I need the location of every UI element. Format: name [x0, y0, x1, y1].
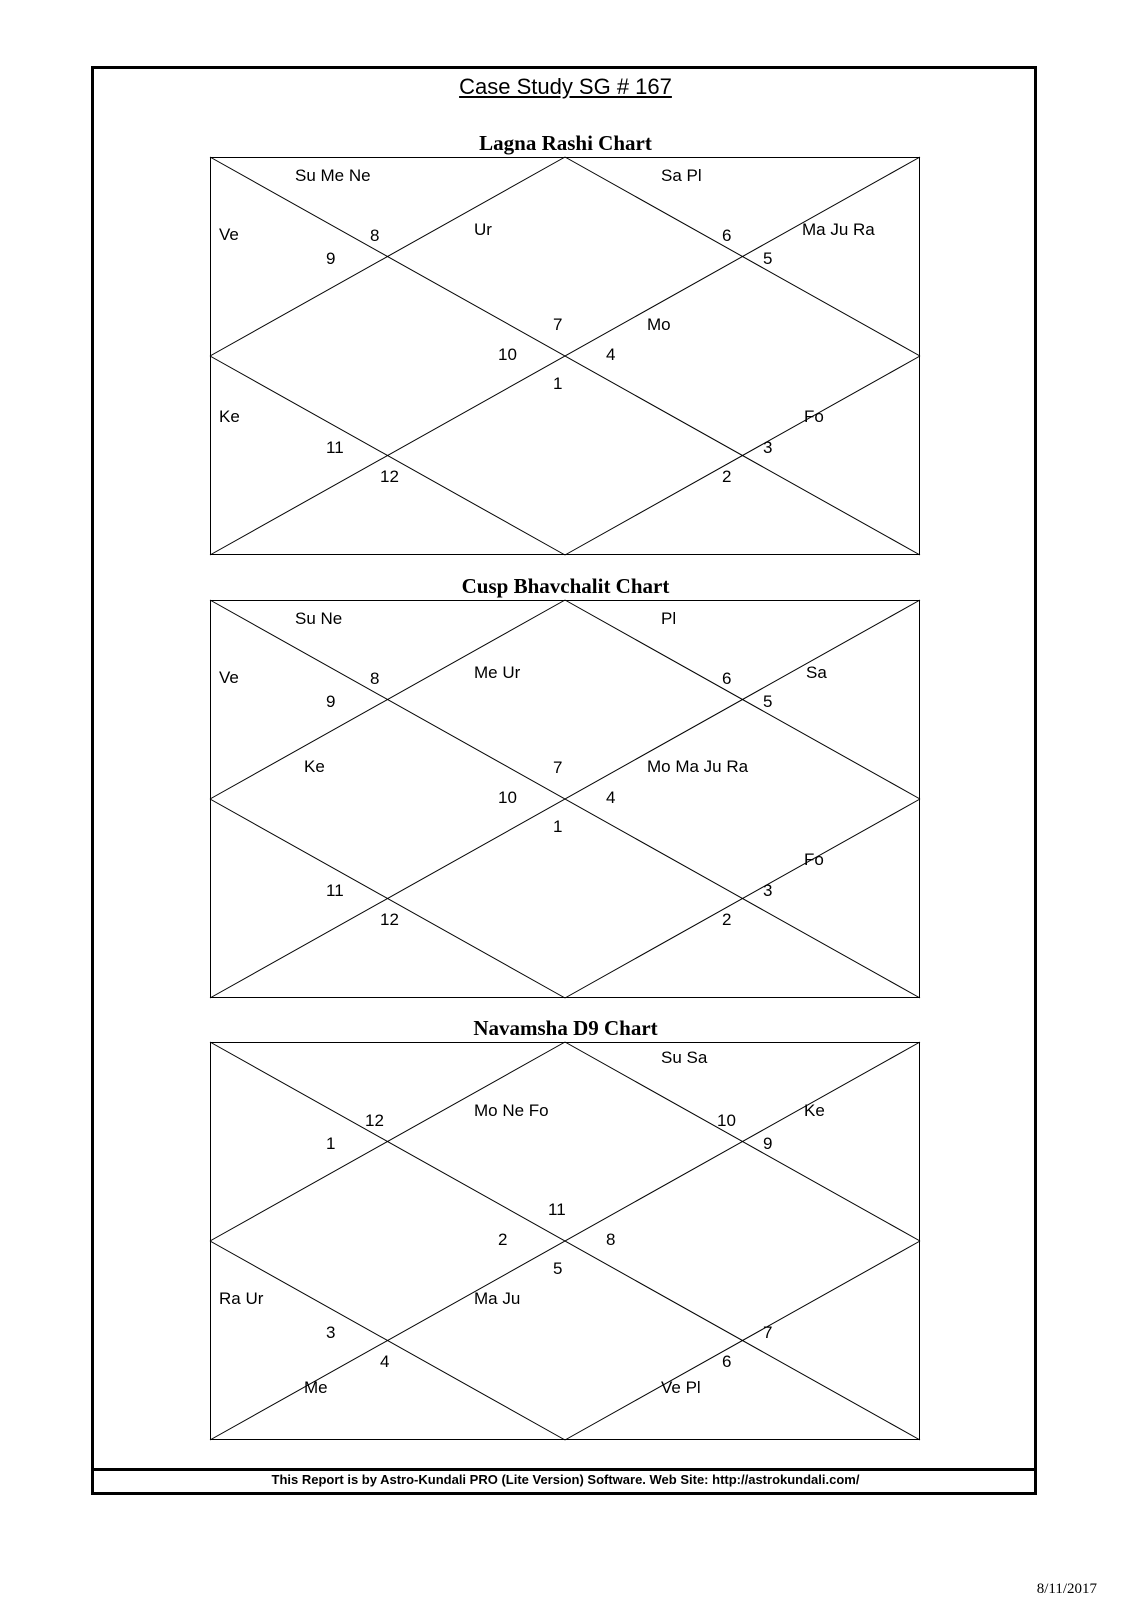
house-number: 2	[722, 910, 732, 929]
house-number: 11	[326, 881, 344, 900]
house-number: 7	[553, 315, 563, 334]
house-number: 11	[548, 1200, 566, 1219]
print-date: 8/11/2017	[1036, 1581, 1097, 1597]
house-number: 9	[326, 249, 336, 268]
chart-grid	[210, 157, 920, 555]
house-number: 7	[763, 1323, 773, 1342]
planet-label: Ve	[219, 668, 239, 687]
planet-label: Fo	[804, 407, 824, 426]
planet-label: Ke	[304, 757, 325, 776]
house-number: 4	[606, 788, 616, 807]
house-number: 10	[498, 345, 517, 364]
house-number: 2	[722, 467, 732, 486]
house-number: 2	[498, 1230, 508, 1249]
planet-label: Su Me Ne	[295, 166, 371, 185]
planet-label: Ke	[219, 407, 240, 426]
planet-label: Pl	[661, 609, 677, 628]
planet-label: Ve Pl	[661, 1378, 701, 1397]
house-number: 1	[553, 817, 563, 836]
house-number: 5	[763, 692, 773, 711]
house-number: 1	[326, 1134, 336, 1153]
planet-label: Fo	[804, 850, 824, 869]
chart-title-cusp-bhavchalit: Cusp Bhavchalit Chart	[461, 574, 670, 598]
report-title: Case Study SG # 167	[459, 74, 672, 99]
planet-label: Sa	[806, 663, 827, 682]
cusp-bhavchalit-chart	[210, 600, 920, 998]
house-number: 8	[606, 1230, 616, 1249]
house-number: 4	[380, 1352, 390, 1371]
planet-label: Mo Ma Ju Ra	[647, 757, 749, 776]
planet-label: Sa Pl	[661, 166, 702, 185]
house-number: 8	[370, 669, 380, 688]
house-number: 5	[763, 249, 773, 268]
planet-label: Mo	[647, 315, 671, 334]
house-number: 7	[553, 758, 563, 777]
planet-label: Ke	[804, 1101, 825, 1120]
house-number: 12	[380, 910, 399, 929]
house-number: 9	[763, 1134, 773, 1153]
house-number: 6	[722, 1352, 732, 1371]
planet-label: Su Sa	[661, 1048, 708, 1067]
house-number: 12	[380, 467, 399, 486]
planet-label: Me	[304, 1378, 328, 1397]
chart-title-lagna-rashi: Lagna Rashi Chart	[479, 131, 652, 155]
house-number: 6	[722, 669, 732, 688]
chart-grid	[210, 600, 920, 998]
house-number: 5	[553, 1259, 563, 1278]
planet-label: Ma Ju Ra	[802, 220, 875, 239]
house-number: 9	[326, 692, 336, 711]
house-number: 10	[717, 1111, 736, 1130]
planet-label: Su Ne	[295, 609, 343, 628]
house-number: 3	[763, 438, 773, 457]
navamsha-d9-chart	[210, 1042, 920, 1440]
report-footer: This Report is by Astro-Kundali PRO (Lite Version) Software. Web Site: http://astrokundali.com/	[271, 1472, 860, 1487]
house-number: 8	[370, 226, 380, 245]
house-number: 3	[326, 1323, 336, 1342]
house-number: 1	[553, 374, 563, 393]
planet-label: Ma Ju	[474, 1289, 521, 1308]
footer-divider	[91, 1468, 1037, 1471]
planet-label: Me Ur	[474, 663, 521, 682]
planet-label: Ur	[474, 220, 492, 239]
planet-label: Ve	[219, 225, 239, 244]
lagna-rashi-chart	[210, 157, 920, 555]
house-number: 10	[498, 788, 517, 807]
house-number: 6	[722, 226, 732, 245]
house-number: 11	[326, 438, 344, 457]
planet-label: Ra Ur	[219, 1289, 264, 1308]
chart-title-navamsha-d9: Navamsha D9 Chart	[473, 1016, 658, 1040]
house-number: 4	[606, 345, 616, 364]
house-number: 12	[365, 1111, 384, 1130]
planet-label: Mo Ne Fo	[474, 1101, 549, 1120]
house-number: 3	[763, 881, 773, 900]
